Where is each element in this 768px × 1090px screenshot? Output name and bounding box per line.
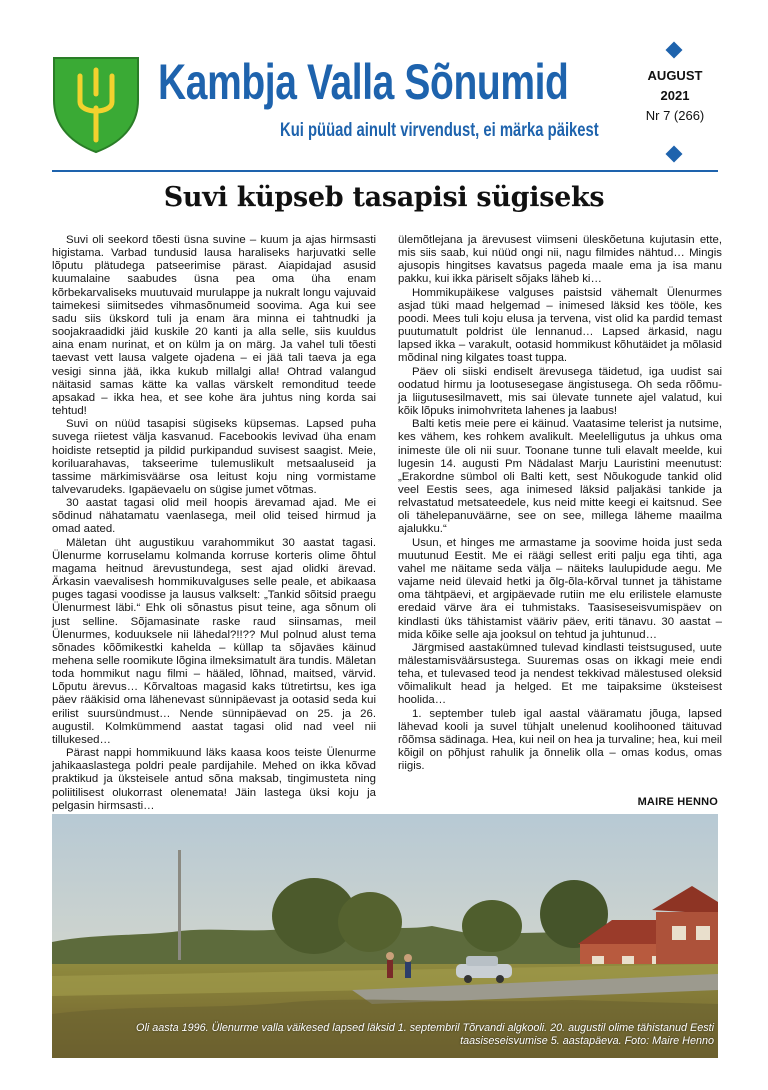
article-author: MAIRE HENNO bbox=[637, 796, 718, 808]
paragraph: Pärast nappi hommikuund läks kaasa koos teiste Ülenurme jahikaaslastega poldri peale pardijahile. Mehed on ikka kõvad praktikud ja üksteisele antud sõna maksab, tingimusteta ning poliitilisest olukorrast olenemata! Jäin lastega üksi koju ja pelgasin hirmsasti… bbox=[52, 747, 376, 812]
paragraph: Balti ketis meie pere ei käinud. Vaatasime telerist ja nutsime, kes vähem, kes rohkem avalikult. Meelelligutus ja uhkus oma inimeste üle oli nii suur. Toonane tunne tuli elavalt meelde, kui lugesin 14. augusti Pm Nädalast Marju Lauristini meenutust: „Erakordne sümbol oli Balti kett, sest Nõukogude tankid olid veel Eestis sees, aga inimesed läksid paljakäsi tankide ja relvastatud metsateedele, kus neid mitte keegi ei kaitsnud. See oli tähelepanuväärne, see on see, millega läheme maailma ajalukku.“ bbox=[398, 418, 722, 536]
article-headline: Suvi küpseb tasapisi sügiseks bbox=[163, 182, 605, 213]
paragraph: 1. september tuleb igal aastal vääramatu jõuga, lapsed lähevad kooli ja suvel tühjalt unelenud koolihooned täituvad rõõmsa sädinaga. Hea, kui neil on hea ja turvaline; hea, kui meil kõigil on põhjust rahulik ja õnnelik olla – omas kodus, omas riigis. bbox=[398, 707, 722, 773]
issue-number: Nr 7 (266) bbox=[645, 108, 705, 123]
issue-year: 2021 bbox=[660, 88, 690, 103]
paragraph: Päev oli siiski endiselt ärevusega täidetud, iga uudist sai oodatud hirmu ja lootusesegase ängistusega. Oh seda rõõmu- ja liigutusesilmavett, mis sai ülevate tunnete ajel valatud, kui kõik lõpuks inimohvriteta lahenes ja laabus! bbox=[398, 365, 722, 418]
photo-caption: Oli aasta 1996. Ülenurme valla väikesed lapsed läksid 1. septembril Tõrvandi algkooli. 20. augustil olime tähistanud Eesti taasiseseisvumise 5. aastapäeva. Foto: Maire Henno bbox=[136, 1022, 714, 1047]
paragraph: Suvi on nüüd tasapisi sügiseks küpsemas. Lapsed puha suvega riietest välja kasvanud. Facebookis levivad üha enam hoidiste retseptid ja pildid purkipandud suvisest saagist. Meie, koriluarahavas, takseerime tulemuslikult metsaaluseid ja tassime märkimisväärse osa leitust koju ning vormistame talvevarudeks. Igapäevaelu on sügise jumet võtmas. bbox=[52, 418, 376, 496]
issue-info bbox=[636, 66, 714, 126]
diamond-ornament-bottom bbox=[666, 146, 683, 163]
diamond-ornament-top bbox=[666, 42, 683, 59]
paragraph: 30 aastat tagasi olid meil hoopis ärevamad ajad. Me ei sõdinud nähatamatu vaenlasega, meil olid teised hirmud ja omad aated. bbox=[52, 497, 376, 536]
article-column-left bbox=[52, 234, 376, 852]
article-column-right bbox=[398, 234, 722, 773]
paragraph: Järgmised aastakümned tulevad kindlasti teistsugused, uute mälestamisväärsustega. Suuremas osas on ikkagi meie endi teha, et tulevased teod ja nendest tekkivad mälestused oleksid võimalikult head ja helged. Et me taipaksime üksteisest hoolida… bbox=[398, 641, 722, 707]
masthead-title: Kambja Valla Sõnumid bbox=[158, 54, 569, 110]
paragraph: ülemõtlejana ja ärevusest viimseni üleskõetuna kujutasin ette, mis siis saab, kui nüüd ongi nii, nagu filmides nähtud… Mingis ajusopis hingitses kavatsus pageda maale ema ja isa manu pakku, kui ikka päriselt sõjaks läheb ki… bbox=[398, 234, 722, 286]
paragraph: Mäletan üht augustikuu varahommikut 30 aastat tagasi. Ülenurme korruselamu kolmanda korruse korteris olime õhtul magama heitnud ärevustundega, sest ajad olidki ärevad. Ärkasin vaevalisesh hommikuvalguses selle peale, et abikaasa puges tagasi voodisse ja lausus valkselt: „Tankid sõitsid praegu Ülenurmest läbi.“ Ehk oli sõnastus pisut teine, aga sõnum oli just selline. Sõjamasinate raske raud siinsamas, meil Ülenurmes, koduuksele nii lähedal?!!?? Mul polnud alust tema sõnades kõõmikestki kahelda – küllap ta sõjaväes käinud mehena selle roomikute lõgina ilmeksimatult ära tundis. Mäletan toda hommikut nagu filmi – hääled, lõhnad, maitsed, värvid. Lõputu ärevus… Kõrvaltoas magasid kaks tütretirtsu, kes iga päev rääkisid oma lähenevast sünnipäevast ja ootasid seda kui erilist suursündmust… Nende sünnipäevad on 25. ja 26. augustil. Kolmkümmend aastat tagasi olid nad veel nii tillukesed… bbox=[52, 536, 376, 746]
paragraph: Hommikupäikese valguses paistsid vähemalt Ülenurmes asjad tüki maad helgemad – inimesed läksid kes tööle, kes poodi. Mees tuli koju elusa ja tervena, vist olid ka pardid temast puutumatult poldrist üle lennanud… Lapsed ärkasid, nagu lapsed ikka – varakult, ootasid hommikust kõhutäidet ja mõlasid mõdinal ning kilgates toast tuppa. bbox=[398, 286, 722, 365]
municipality-crest bbox=[50, 52, 142, 154]
paragraph: Suvi oli seekord tõesti üsna suvine – kuum ja ajas hirmsasti higistama. Varbad tundusid lausa haraliseks harjuvatki selle lõputu plätudega patseerimise pärast. Aiapidajad asusid kuumalaine saabudes üsna pea oma üha enam kõrbekarvaliseks muutuvaid murulappe ja nukralt longu vajuvaid taimekesi siimitsedes vihmasõnumeid soovima. Aga kui see sadu siis ükskord tuli ja enam ära minna ei tahtnudki ja soojakraadidki jäid kuskile 20 kanti ja alla selle, siis kuuldus aina enam nurinat, et on külm ja on märg. Ja vahel tuli tõesti taevast vett lausa valgete ojadena – ei jää tali taeva ja ega vesigi sinna jää, ikka kukub millalgi alla! Ohtrad valangud näitasid samas kätte ka vallas värskelt remonditud teede apsakad – ikka hea, et see kohe ära juhtus ning korda sai tehtud! bbox=[52, 234, 376, 418]
issue-month: AUGUST bbox=[647, 68, 703, 83]
paragraph: Usun, et hinges me armastame ja soovime hoida just seda muutunud Eestit. Me ei räägi sellest eriti palju ega tihti, aga vahel me näitame seda välja – näiteks laulupidude aegu. Me vajame neid ülevaid hetki ja õlg-õla-kõrval tunnet ja tähistame oma tähtpäevi, et argipäevade rutiin me elu erilistele elamuste eredaid värve ära ei tuhmistaks. Taasiseseisvumispäev on kindlasti üks tähistamist vääriv päev, eriti tänavu. 30 aastat – mida kõike selle aja jooksul on tehtud ja juhtunud… bbox=[398, 536, 722, 641]
masthead-divider bbox=[52, 170, 718, 172]
masthead-tagline: Kui püüad ainult virvendust, ei märka päikest bbox=[280, 120, 599, 141]
